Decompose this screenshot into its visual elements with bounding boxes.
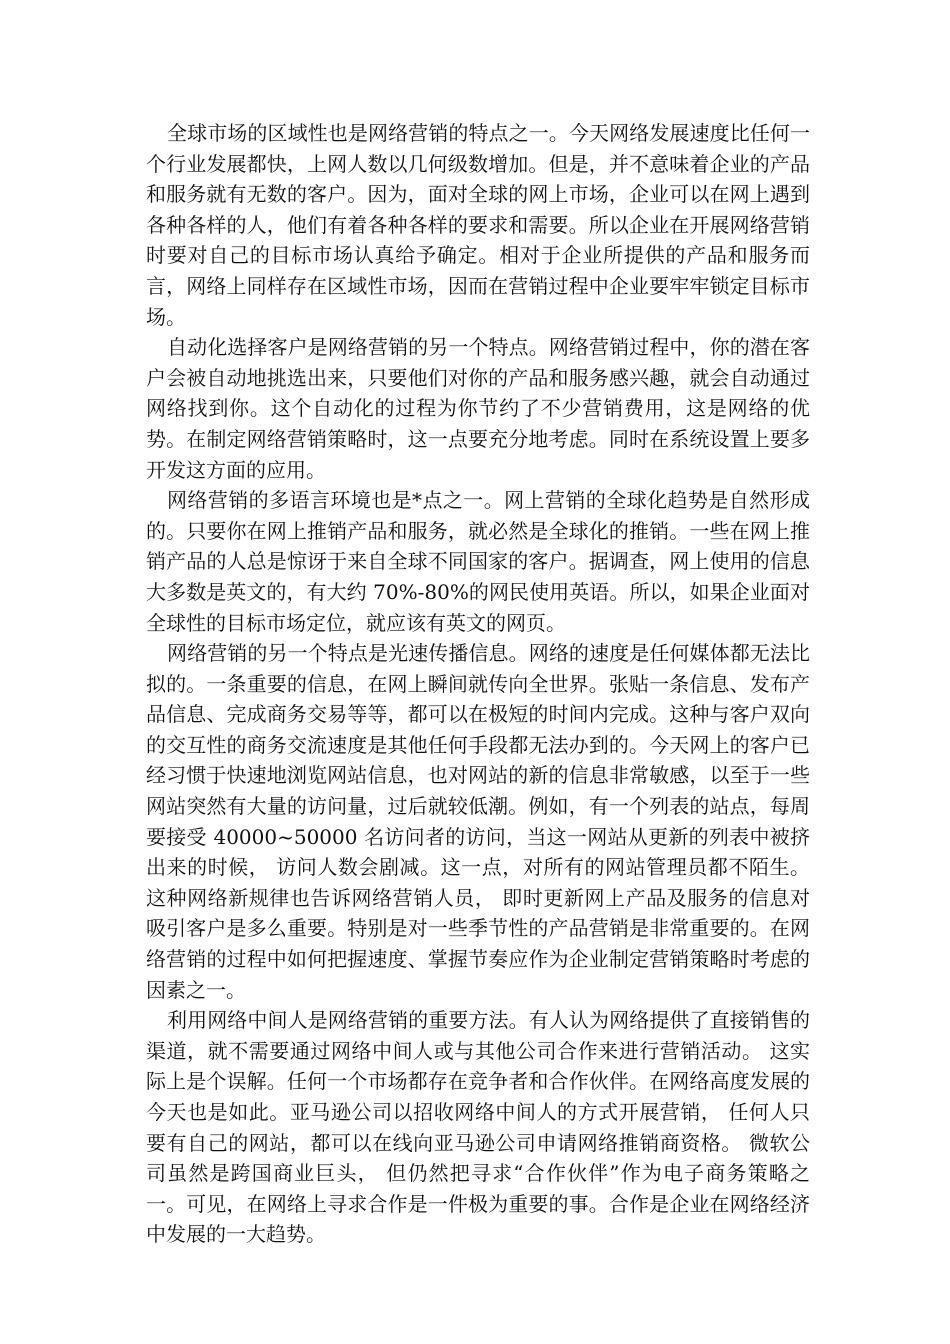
paragraph-multilingual-environment: 网络营销的多语言环境也是*点之一。网上营销的全球化趋势是自然形成的。只要你在网上推销产品和服务，就必然是全球化的推销。一些在网上推销产品的人总是惊讶于来自全球不同国家的客户。据调查，网上使用的信息大多数是英文的，有大约 70%-80%的网民使用英语。所以，如果企业面对全球性的目标市场定位，就应该有英文的网页。 [146, 488, 810, 635]
paragraph-light-speed-information: 网络营销的另一个特点是光速传播信息。网络的速度是任何媒体都无法比拟的。一条重要的信息，在网上瞬间就传向全世界。张贴一条信息、发布产品信息、完成商务交易等等，都可以在极短的时间内完成。这种与客户双向的交互性的商务交流速度是其他任何手段都无法办到的。今天网上的客户已经习惯于快速地浏览网站信息，也对网站的新的信息非常敏感，以至于一些网站突然有大量的访问量，过后就较低潮。例如，有一个列表的站点，每周要接受 40000~50000 名访问者的访问，当这一网站从更新的列表中被挤出来的时候， 访问人数会剧减。这一点，对所有的网站管理员都不陌生。这种网络新规律也告诉网络营销人员， 即时更新网上产品及服务的信息对吸引客户是多么重要。特别是对一些季节性的产品营销是非常重要的。在网络营销的过程中如何把握速度、掌握节奏应作为企业制定营销策略时考虑的因素之一。 [146, 641, 810, 1002]
paragraph-network-intermediaries: 利用网络中间人是网络营销的重要方法。有人认为网络提供了直接销售的渠道，就不需要通过网络中间人或与其他公司合作来进行营销活动。 这实际上是个误解。任何一个市场都存在竞争者和合作伙伴。在网络高度发展的今天也是如此。亚马逊公司以招收网络中间人的方式开展营销， 任何人只要有自己的网站，都可以在线向亚马逊公司申请网络推销商资格。 微软公司虽然是跨国商业巨头， 但仍然把寻求“合作伙伴”作为电子商务策略之一。可见，在网络上寻求合作是一件极为重要的事。合作是企业在网络经济中发展的一大趋势。 [146, 1008, 810, 1247]
paragraph-automated-customer-selection: 自动化选择客户是网络营销的另一个特点。网络营销过程中，你的潜在客户会被自动地挑选出来，只要他们对你的产品和服务感兴趣，就会自动通过网络找到你。这个自动化的过程为你节约了不少营销费用，这是网络的优势。在制定网络营销策略时，这一点要充分地考虑。同时在系统设置上要多开发这方面的应用。 [146, 335, 810, 482]
document-body [146, 118, 810, 1250]
paragraph-global-market: 全球市场的区域性也是网络营销的特点之一。今天网络发展速度比任何一个行业发展都快，上网人数以几何级数增加。但是，并不意味着企业的产品和服务就有无数的客户。因为，面对全球的网上市场，企业可以在网上遇到各种各样的人，他们有着各种各样的要求和需要。所以企业在开展网络营销时要对自己的目标市场认真给予确定。相对于企业所提供的产品和服务而言，网络上同样存在区域性市场，因而在营销过程中企业要牢牢锁定目标市场。 [146, 121, 810, 329]
